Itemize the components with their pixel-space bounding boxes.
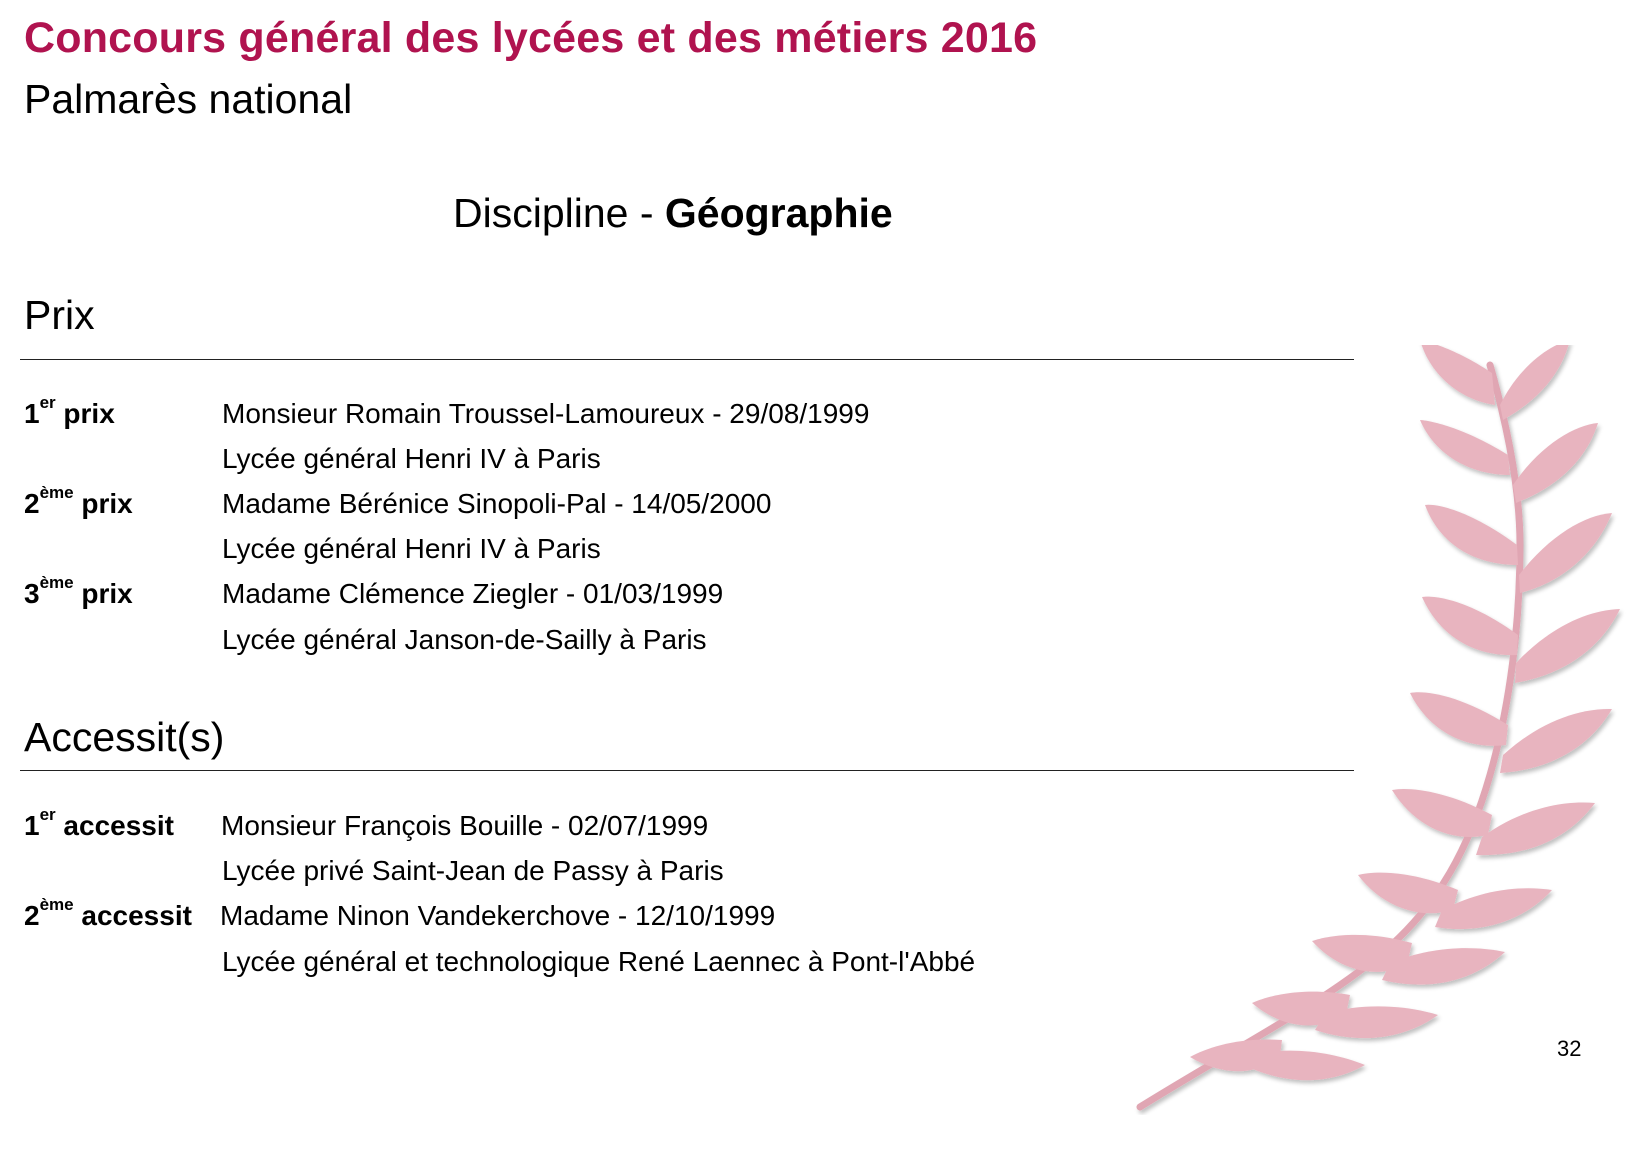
prix-heading: Prix <box>24 292 95 338</box>
page-number: 32 <box>1557 1036 1582 1061</box>
prix-winner-school-1: Lycée général Henri IV à Paris <box>222 443 601 474</box>
prix-rank-2: 2ème prix <box>24 483 133 519</box>
accessit-winner-name-2: Madame Ninon Vandekerchove - 12/10/1999 <box>220 900 776 931</box>
prix-winner-name-1: Monsieur Romain Troussel-Lamoureux - 29/08/1999 <box>222 398 870 429</box>
prix-rank-1: 1er prix <box>24 393 115 429</box>
accessit-winner-school-2: Lycée général et technologique René Laennec à Pont-l'Abbé <box>222 946 976 977</box>
accessits-heading: Accessit(s) <box>24 714 225 760</box>
document-title: Concours général des lycées et des métiers 2016 <box>24 14 1038 62</box>
laurel-branch-icon <box>1120 345 1644 1115</box>
discipline-prefix: Discipline - <box>453 190 665 236</box>
discipline-name: Géographie <box>664 190 893 236</box>
accessit-winner-name-1: Monsieur François Bouille - 02/07/1999 <box>221 810 709 841</box>
accessit-rank-1: 1er accessit <box>24 805 174 841</box>
discipline-heading <box>453 190 893 237</box>
document-subtitle: Palmarès national <box>24 76 353 122</box>
prix-winner-school-2: Lycée général Henri IV à Paris <box>222 533 601 564</box>
accessit-rank-2: 2ème accessit <box>24 895 192 931</box>
prix-rank-3: 3ème prix <box>24 573 133 609</box>
prix-winner-school-3: Lycée général Janson-de-Sailly à Paris <box>222 624 707 655</box>
prix-winner-name-3: Madame Clémence Ziegler - 01/03/1999 <box>222 578 724 609</box>
prix-winner-name-2: Madame Bérénice Sinopoli-Pal - 14/05/2000 <box>222 488 772 519</box>
accessit-winner-school-1: Lycée privé Saint-Jean de Passy à Paris <box>222 855 724 886</box>
